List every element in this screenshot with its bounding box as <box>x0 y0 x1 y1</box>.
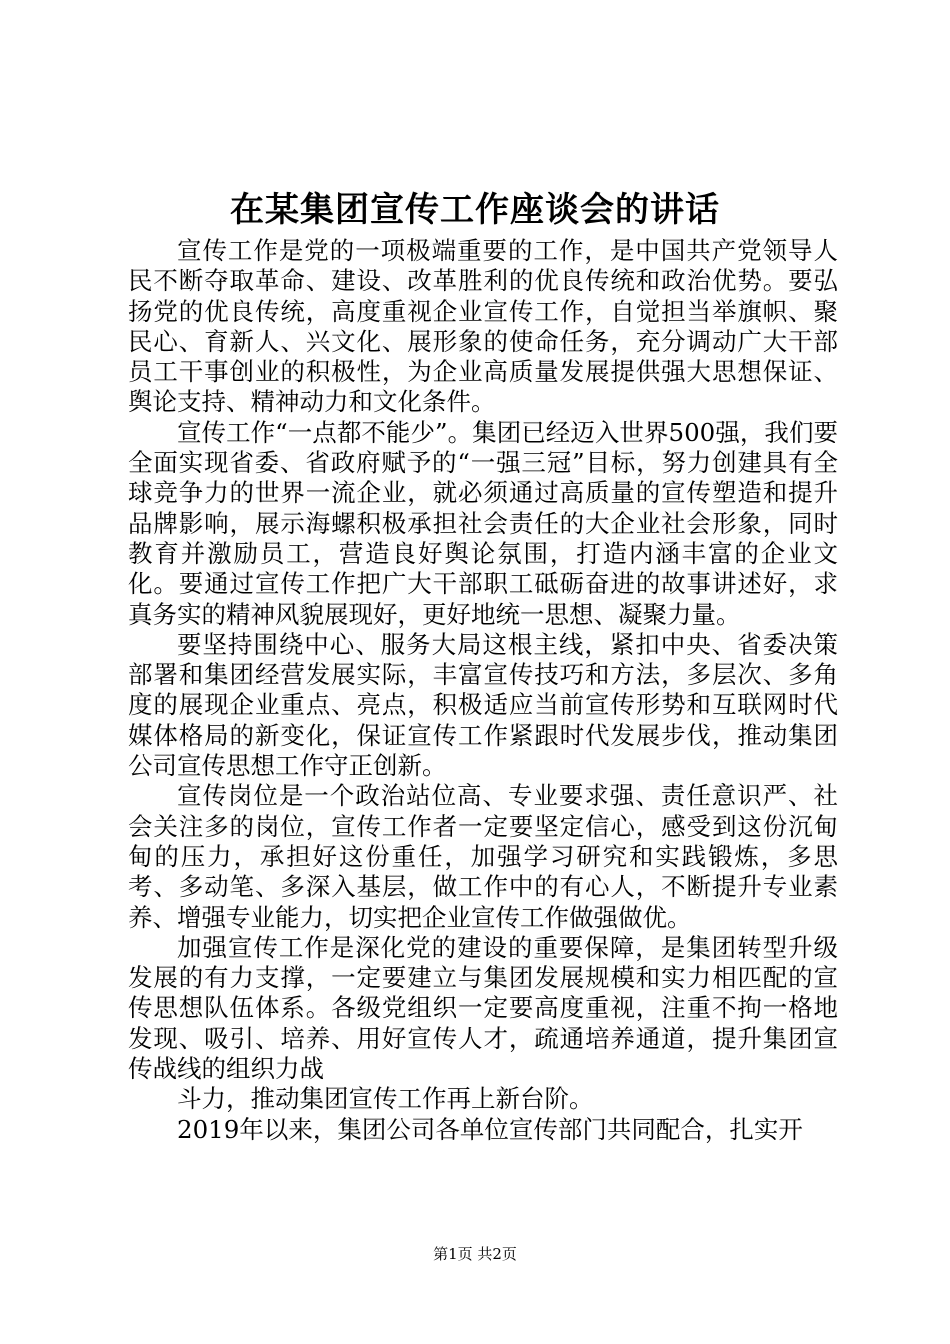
page-number-footer: 第1页 共2页 <box>433 1245 517 1263</box>
paragraph-6: 斗力，推动集团宣传工作再上新台阶。 <box>177 1084 594 1114</box>
paragraph-7: 2019年以来，集团公司各单位宣传部门共同配合，扎实开 <box>177 1114 803 1144</box>
paragraph-1: 宣传工作是党的一项极端重要的工作，是中国共产党领导人民不断夺取革命、建设、改革胜利的优良传统和政治优势。要弘扬党的优良传统，高度重视企业宣传工作，自觉担当举旗帜、聚民心、育新人、兴文化、展形象的使命任务，充分调动广大干部员工干事创业的积极性，为企业高质量发展提供强大思想保证、舆论支持、精神动力和文化条件。 <box>128 236 838 417</box>
paragraph-2: 宣传工作“一点都不能少”。集团已经迈入世界500强，我们要全面实现省委、省政府赋予的“一强三冠”目标，努力创建具有全球竞争力的世界一流企业，就必须通过高质量的宣传塑造和提升品牌影响，展示海螺积极承担社会责任的大企业社会形象，同时教育并激励员工，营造良好舆论氛围，打造内涵丰富的企业文化。要通过宣传工作把广大干部职工砥砺奋进的故事讲述好，求真务实的精神风貌展现好，更好地统一思想、凝聚力量。 <box>128 417 838 629</box>
paragraph-4: 宣传岗位是一个政治站位高、专业要求强、责任意识严、社会关注多的岗位，宣传工作者一定要坚定信心，感受到这份沉甸甸的压力，承担好这份重任，加强学习研究和实践锻炼，多思考、多动笔、多深入基层，做工作中的有心人，不断提升专业素养、增强专业能力，切实把企业宣传工作做强做优。 <box>128 781 838 932</box>
paragraph-3: 要坚持围绕中心、服务大局这根主线，紧扣中央、省委决策部署和集团经营发展实际，丰富宣传技巧和方法，多层次、多角度的展现企业重点、亮点，积极适应当前宣传形势和互联网时代媒体格局的新变化，保证宣传工作紧跟时代发展步伐，推动集团公司宣传思想工作守正创新。 <box>128 629 838 781</box>
document-body <box>128 236 838 1145</box>
document-title: 在某集团宣传工作座谈会的讲话 <box>230 190 720 230</box>
paragraph-5: 加强宣传工作是深化党的建设的重要保障，是集团转型升级发展的有力支撑，一定要建立与集团发展规模和实力相匹配的宣传思想队伍体系。各级党组织一定要高度重视，注重不拘一格地发现、吸引、培养、用好宣传人才，疏通培养通道，提升集团宣传战线的组织力战 <box>128 932 838 1084</box>
